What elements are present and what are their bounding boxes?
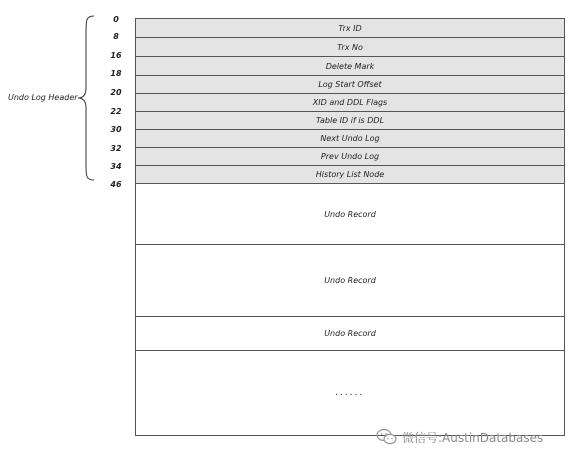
offset-label: 22 — [110, 107, 122, 116]
header-field-log-start-offset: Log Start Offset — [135, 75, 565, 94]
header-field-history-list-node: History List Node — [135, 165, 565, 184]
offset-label: 8 — [113, 32, 119, 41]
offset-label: 20 — [110, 88, 122, 97]
undo-record: Undo Record — [135, 244, 565, 317]
header-field-prev-undo-log: Prev Undo Log — [135, 147, 565, 166]
header-field-trx-id: Trx ID — [135, 18, 565, 38]
undo-record: Undo Record — [135, 183, 565, 245]
header-field-next-undo-log: Next Undo Log — [135, 129, 565, 148]
offset-label: 18 — [110, 69, 122, 78]
offset-label: 32 — [110, 144, 122, 153]
more-records-ellipsis: ...... — [135, 350, 565, 436]
watermark — [376, 428, 543, 446]
undo-log-header-label: Undo Log Header — [8, 93, 78, 102]
curly-brace-icon — [76, 14, 96, 182]
undo-record: Undo Record — [135, 316, 565, 351]
wechat-icon — [376, 428, 398, 446]
header-field-table-id: Table ID if is DDL — [135, 111, 565, 130]
offset-label: 34 — [110, 162, 122, 171]
offset-label: 46 — [110, 180, 122, 189]
header-field-trx-no: Trx No — [135, 37, 565, 57]
header-field-xid-ddl-flags: XID and DDL Flags — [135, 93, 565, 112]
offset-label: 16 — [110, 51, 122, 60]
header-field-delete-mark: Delete Mark — [135, 56, 565, 76]
offset-label: 30 — [110, 125, 122, 134]
watermark-text: 微信号:AustinDatabases — [402, 430, 544, 445]
offset-label: 0 — [113, 15, 119, 24]
